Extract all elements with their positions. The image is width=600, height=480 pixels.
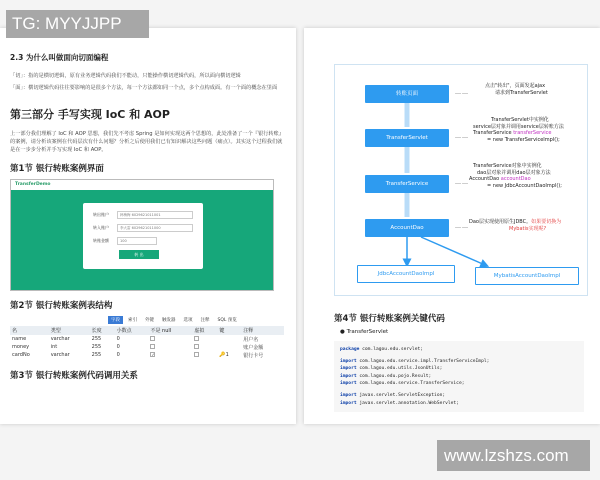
cell-comment: 银行卡号	[243, 352, 264, 359]
col-virtual: 虚拟	[192, 326, 217, 335]
note-page-request	[485, 83, 548, 96]
watermark-top: TG: MYYJJPP	[6, 10, 149, 38]
fields-table	[10, 326, 284, 359]
node-jdbc-account-dao-impl: JdbcAccountDaoImpl	[357, 265, 455, 283]
cell-key: 🔑1	[219, 352, 229, 358]
code-text: javax.servlet.ServletException;	[356, 392, 446, 398]
cell-type: varchar	[50, 352, 70, 358]
node-mybatis-account-dao-impl: MybatisAccountDaoImpl	[475, 267, 579, 285]
code-line	[340, 365, 578, 373]
code-keyword: import	[340, 392, 357, 398]
cell-length: 255	[91, 352, 102, 358]
form-label: 转出账户	[93, 212, 109, 217]
virtual-checkbox[interactable]	[194, 352, 199, 357]
dots-2: ……	[455, 133, 469, 140]
section-title-2-3: 2.3 为什么叫做面向切面编程	[10, 53, 109, 62]
col-decimal: 小数点	[115, 326, 149, 335]
not-null-checkbox[interactable]: ✓	[151, 352, 155, 357]
cell-virtual	[192, 343, 217, 351]
note-line	[469, 219, 561, 226]
note-text: TransferService	[473, 130, 514, 136]
note-service	[469, 163, 562, 189]
part-3-paragraph: 上一部分我们理解了 IoC 和 AOP 思想，我们先不考虑 Spring 是如何实现这两个思想的，此处准备了一个『银行转账』的案例，请分析该案例在代码层次有什么问题？分析之后使用我们已有知识解决这些问题（痛点）。其实这个过程我们就是在一步步分析并手写实现 IoC 和 AOP。	[10, 131, 284, 153]
note-dao	[469, 219, 561, 232]
code-text: com.lagou.edu.pojo.Result;	[356, 373, 432, 379]
node-transfer-servlet: TransferServlet	[365, 129, 449, 147]
tab-sql-preview[interactable]: SQL 预览	[217, 318, 237, 323]
note-line: = new JdbcAccountDaoImpl();	[487, 182, 562, 189]
cell-type: int	[50, 344, 58, 350]
cell-not-null	[148, 335, 192, 343]
dots-1: ……	[455, 89, 469, 96]
note-line: TransferServlet中实例化	[491, 117, 549, 123]
bullet-icon: ●	[340, 329, 347, 335]
table-designer-tabs	[108, 316, 286, 324]
tab-options[interactable]: 选项	[183, 318, 193, 323]
col-length: 长度	[90, 326, 115, 335]
col-not-null: 不是 null	[148, 326, 192, 335]
tab-index[interactable]: 索引	[128, 318, 137, 323]
virtual-checkbox[interactable]	[194, 336, 199, 341]
left-page	[0, 28, 296, 424]
node-transfer-page: 转账页面	[365, 85, 449, 103]
node-transfer-service: TransferService	[365, 175, 449, 193]
col-key: 键	[217, 326, 241, 335]
cell-name: money	[12, 344, 30, 350]
note-text: AccountDao	[469, 176, 501, 182]
section-3-title: 第3节 银行转账案例代码调用关系	[10, 371, 138, 381]
cell-length: 255	[91, 336, 102, 342]
code-text: javax.servlet.annotation.WebServlet;	[356, 400, 459, 406]
code-keyword: import	[340, 373, 357, 379]
code-line	[340, 400, 578, 408]
code-keyword: import	[340, 358, 357, 364]
code-text: com.lagou.edu.service.impl.TransferServiceImpl;	[356, 358, 490, 364]
col-comment: 注释	[241, 326, 284, 335]
table-row[interactable]	[10, 343, 284, 351]
transfer-ui-screenshot	[10, 179, 274, 291]
paragraph-face: 「面」：横切逻辑代码往往要影响的是很多个方法，每一个方法都如同一个点，多个点构成面。有一个面的概念在里面	[10, 85, 278, 91]
watermark-bottom: www.lzshzs.com	[437, 440, 590, 471]
cell-decimal: 0	[116, 344, 120, 350]
code-line	[340, 392, 578, 400]
transfer-button[interactable]: 转 出	[119, 250, 159, 259]
cell-comment: 用户名	[243, 336, 259, 343]
virtual-checkbox[interactable]	[194, 344, 199, 349]
note-highlight: accountDao	[500, 176, 531, 182]
form-row	[93, 211, 193, 219]
tab-fields[interactable]: 字段	[108, 316, 123, 324]
col-type: 类型	[49, 326, 90, 335]
code-line	[340, 346, 578, 354]
note-line: TransferService对象中实例化	[473, 163, 542, 169]
arrow-dao-to-mybatis	[421, 237, 485, 265]
not-null-checkbox[interactable]	[150, 344, 155, 349]
note-line: = new TransferServiceImpl();	[487, 136, 560, 143]
cell-comment: 账户金额	[243, 344, 264, 351]
note-line: dao层对象并调用dao层对象方法	[477, 169, 551, 176]
cell-name: name	[12, 336, 27, 342]
cell-decimal: 0	[116, 336, 120, 342]
cell-length: 255	[91, 344, 102, 350]
code-keyword: import	[340, 366, 357, 372]
dots-3: ……	[455, 179, 469, 186]
from-account-input[interactable]: 韩梅梅 6029621011001	[117, 211, 193, 219]
code-text: com.lagou.edu.servlet;	[359, 347, 423, 352]
form-row	[93, 224, 193, 232]
transfer-form	[83, 203, 203, 269]
tab-comment[interactable]: 注释	[200, 318, 210, 323]
note-text: Dao层实现使用原生JDBC。	[469, 219, 532, 225]
note-highlight: transferService	[513, 130, 552, 136]
note-highlight: 如果要切换为	[531, 219, 562, 225]
part-3-title: 第三部分 手写实现 IoC 和 AOP	[10, 108, 170, 121]
cell-key	[217, 335, 241, 343]
amount-input[interactable]: 100	[117, 237, 157, 245]
note-line: service层对象并调用service层转账方法	[473, 123, 564, 130]
col-name: 名	[10, 326, 49, 335]
not-null-checkbox[interactable]	[150, 336, 155, 341]
cell-not-null	[148, 351, 192, 359]
form-label: 转入账户	[93, 225, 109, 230]
section-1-title: 第1节 银行转账案例界面	[10, 164, 104, 174]
code-text: com.lagou.edu.utils.JsonUtils;	[356, 366, 443, 372]
cell-decimal: 0	[116, 352, 120, 358]
call-relationship-diagram	[334, 64, 588, 296]
code-keyword: import	[340, 381, 357, 387]
tab-trigger[interactable]: 触发器	[162, 318, 176, 323]
cell-type: varchar	[50, 336, 70, 342]
table-row[interactable]	[10, 351, 284, 359]
code-keyword: package	[340, 347, 360, 352]
node-account-dao: AccountDao	[365, 219, 449, 237]
to-account-input[interactable]: 李大雷 6029621011000	[117, 224, 193, 232]
note-line: 请求到TransferServlet	[495, 89, 548, 96]
code-keyword: import	[340, 400, 357, 406]
note-line: 点击"转出"，页面发起ajax	[485, 83, 546, 89]
note-line	[473, 130, 564, 137]
cell-virtual	[192, 335, 217, 343]
code-text: com.lagou.edu.service.TransferService;	[356, 381, 465, 387]
cell-virtual	[192, 351, 217, 359]
bullet-transfer-servlet	[340, 329, 592, 335]
code-line	[340, 380, 578, 388]
dots-4: ……	[455, 223, 469, 230]
cell-key	[217, 343, 241, 351]
note-line: Mybatis实现呢?	[509, 225, 547, 232]
note-servlet	[473, 117, 564, 143]
cell-name: cardNo	[12, 352, 30, 358]
code-line	[340, 373, 578, 381]
tab-foreign-key[interactable]: 外键	[145, 318, 154, 323]
right-page	[304, 28, 600, 424]
bullet-label: TransferServlet	[346, 329, 389, 335]
paragraph-cut: 「切」：指的是横切逻辑，原有业务逻辑代码我们不能动，只能操作横切逻辑代码，所以面向横切逻辑	[10, 73, 241, 79]
form-row	[93, 237, 193, 245]
form-label: 转账金额	[93, 238, 109, 243]
section-2-title: 第2节 银行转账案例表结构	[10, 301, 113, 311]
app-brand: TransferDemo	[11, 180, 273, 190]
table-header-row	[10, 326, 284, 335]
table-row[interactable]	[10, 335, 284, 343]
code-block	[334, 341, 584, 412]
cell-not-null	[148, 343, 192, 351]
section-4-title: 第4节 银行转账案例关键代码	[334, 314, 445, 324]
code-line	[340, 358, 578, 366]
